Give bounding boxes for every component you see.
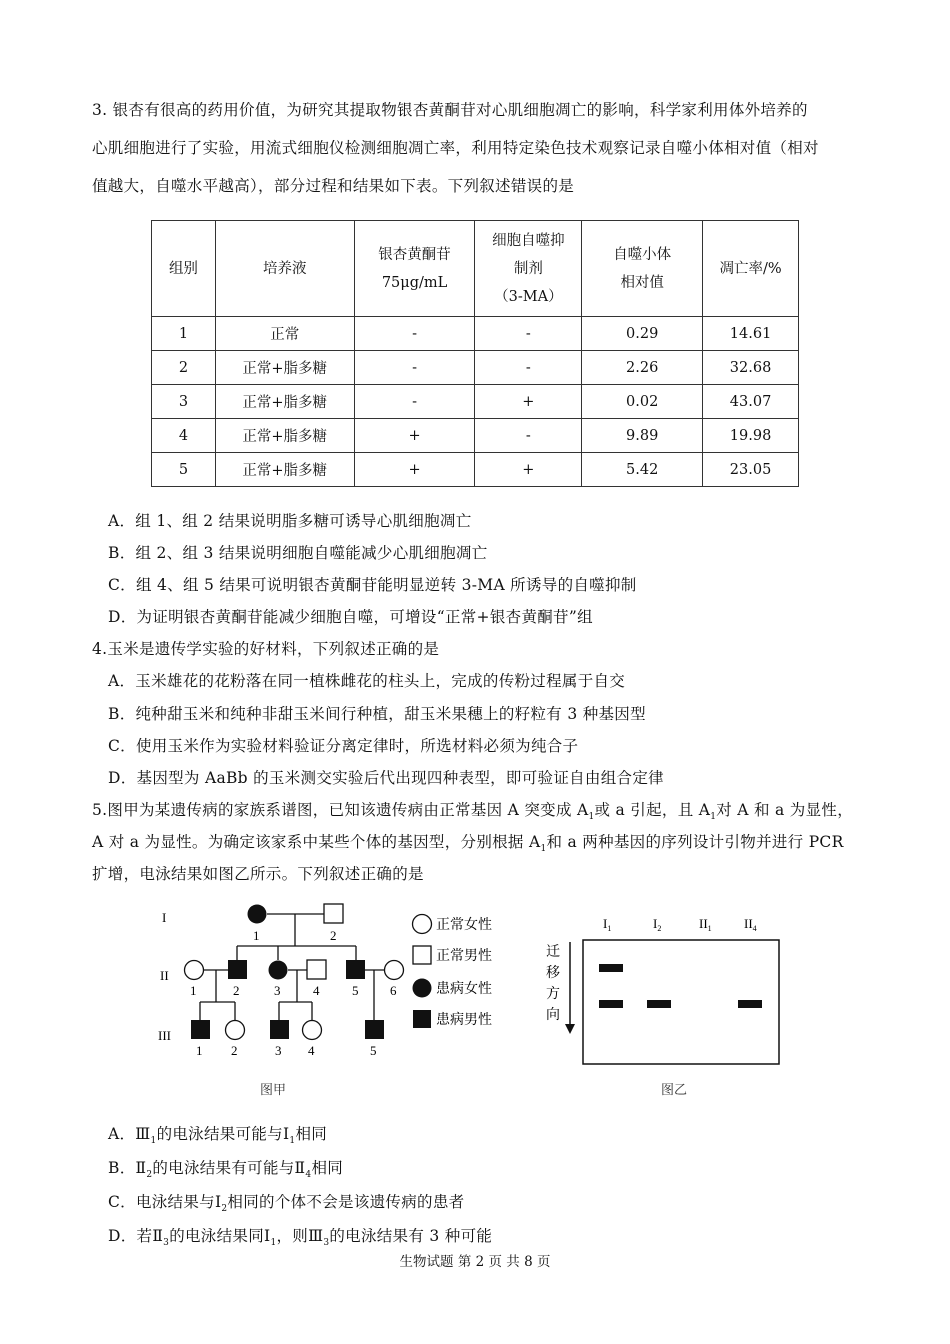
table-cell: 2.26: [582, 351, 703, 385]
table-cell: 5.42: [582, 453, 703, 487]
lane-label: [653, 916, 661, 933]
q3-stem-line-1: 3. 银杏有很高的药用价值，为研究其提取物银杏黄酮苷对心肌细胞凋亡的影响，科学家利用体外培养的: [92, 101, 808, 119]
text: 5.图甲为某遗传病的家族系谱图，已知该遗传病由正常基因 A 突变成 A: [92, 801, 589, 819]
subscript: 1: [289, 1136, 296, 1147]
table-cell: 正常+脂多糖: [215, 453, 354, 487]
text: B．Ⅱ: [108, 1159, 147, 1177]
table-row: [152, 351, 799, 385]
normal-female-symbol: [185, 961, 204, 980]
header-medium: 培养液: [215, 221, 354, 317]
legend-label: 正常男性: [436, 948, 492, 964]
legend-label: 患病女性: [436, 981, 492, 997]
q4-stem: 4.玉米是遗传学实验的好材料，下列叙述正确的是: [92, 640, 440, 658]
table-cell: 正常+脂多糖: [215, 419, 354, 453]
direction-char: 方: [546, 986, 560, 1002]
text: 的电泳结果有 3 种可能: [329, 1227, 493, 1245]
table-cell: 14.61: [703, 317, 799, 351]
table-cell: 正常: [215, 317, 354, 351]
subscript: 4: [305, 1170, 312, 1181]
table-cell: -: [475, 351, 582, 385]
affected-male-symbol: [191, 1020, 210, 1039]
pedigree-electrophoresis-figure: [156, 898, 786, 1102]
migration-arrowhead: [565, 1024, 575, 1034]
gen2-num: 1: [190, 983, 197, 998]
table-row: [152, 317, 799, 351]
gen2-num: 2: [233, 983, 240, 998]
table-cell: -: [354, 317, 475, 351]
table-cell: -: [354, 385, 475, 419]
q3-stem-line-3: 值越大，自噬水平越高），部分过程和结果如下表。下列叙述错误的是: [92, 177, 575, 195]
lane-sub: 4: [752, 924, 757, 933]
table-cell: 1: [152, 317, 216, 351]
header-autophagosome-line-1: 自噬小体: [613, 246, 672, 263]
affected-male-symbol: [228, 960, 247, 979]
gel-band: [647, 1000, 671, 1008]
subscript: 1: [150, 1136, 157, 1147]
lane-label: [603, 916, 611, 933]
table-row: [152, 385, 799, 419]
legend-affected-female-icon: [413, 979, 432, 998]
lane-sub: 2: [657, 924, 662, 933]
lane-label: [699, 916, 712, 933]
table-cell: +: [354, 419, 475, 453]
lane-sub: 1: [707, 924, 712, 933]
text: C．电泳结果与Ⅰ: [108, 1193, 222, 1211]
direction-char: 向: [546, 1007, 560, 1023]
text: 的电泳结果可能与Ⅰ: [156, 1125, 290, 1143]
table-cell: 43.07: [703, 385, 799, 419]
normal-male-symbol: [307, 960, 326, 979]
text: A 对 a 为显性。为确定该家系中某些个体的基因型，分别根据 A: [92, 833, 541, 851]
header-autophagosome-line-2: 相对值: [620, 274, 664, 291]
table-cell: 32.68: [703, 351, 799, 385]
table-cell: 5: [152, 453, 216, 487]
text: 和 a 两种基因的序列设计引物并进行 PCR: [546, 833, 844, 851]
table-row: [152, 453, 799, 487]
legend-label: 患病男性: [436, 1012, 492, 1028]
header-ginkgo-name: 银杏黄酮苷: [378, 246, 451, 263]
affected-female-symbol: [248, 905, 267, 924]
q5-option-a: [108, 1122, 327, 1146]
gel-band: [599, 964, 623, 972]
text: A．Ⅲ: [108, 1125, 151, 1143]
gen2-num: 4: [313, 983, 320, 998]
gen1-num: 1: [253, 928, 260, 943]
subscript: 1: [540, 844, 547, 855]
direction-char: 移: [546, 965, 560, 981]
header-ginkgo-dose: 75μg/mL: [381, 274, 448, 291]
header-inhibitor-line-1: 细胞自噬抑: [492, 232, 565, 249]
subscript: 1: [270, 1238, 277, 1249]
text: D．若Ⅱ: [108, 1227, 164, 1245]
table-cell: 正常+脂多糖: [215, 385, 354, 419]
subscript: 1: [588, 812, 595, 823]
q5-stem-line-3: 扩增，电泳结果如图乙所示。下列叙述正确的是: [92, 865, 424, 883]
text: 的电泳结果同Ⅰ: [169, 1227, 271, 1245]
text: 相同: [311, 1159, 344, 1177]
text: 对 A 和 a 为显性，: [716, 801, 853, 819]
header-inhibitor-line-2: 制剂: [513, 260, 543, 277]
text: 或 a 引起，且 A: [594, 801, 711, 819]
subscript: 3: [163, 1238, 170, 1249]
gen3-num: 4: [308, 1043, 315, 1058]
header-ginkgo: [354, 221, 475, 317]
text: 相同: [295, 1125, 328, 1143]
q3-option-b: B．组 2、组 3 结果说明细胞自噬能减少心肌细胞凋亡: [108, 544, 488, 562]
gen3-num: 5: [370, 1043, 377, 1058]
q4-option-d: D．基因型为 AaBb 的玉米测交实验后代出现四种表型，即可验证自由组合定律: [108, 769, 664, 787]
gen-label-3: III: [158, 1028, 171, 1043]
q3-option-d: D．为证明银杏黄酮苷能减少细胞自噬，可增设“正常+银杏黄酮苷”组: [108, 608, 593, 626]
lane-roman: I: [653, 916, 658, 931]
text: 相同的个体不会是该遗传病的患者: [227, 1193, 465, 1211]
lane-roman: II: [744, 916, 753, 931]
q5-option-b: [108, 1156, 343, 1180]
q4-option-c: C．使用玉米作为实验材料验证分离定律时，所选材料必须为纯合子: [108, 737, 579, 755]
table-cell: +: [475, 453, 582, 487]
gen3-num: 1: [196, 1043, 203, 1058]
gen2-num: 3: [274, 983, 281, 998]
subscript: 1: [710, 812, 717, 823]
legend-label: 正常女性: [436, 917, 492, 933]
normal-male-symbol: [324, 904, 343, 923]
gen2-num: 6: [390, 983, 397, 998]
table-header-row: [152, 221, 799, 317]
q5-option-d: [108, 1224, 492, 1248]
legend-normal-male-icon: [413, 946, 431, 964]
affected-female-symbol: [269, 961, 288, 980]
table-cell: +: [475, 385, 582, 419]
gen3-num: 3: [275, 1043, 282, 1058]
lane-roman: II: [699, 916, 708, 931]
caption-pedigree: 图甲: [260, 1083, 287, 1098]
header-autophagosome: [582, 221, 703, 317]
table-row: [152, 419, 799, 453]
q4-option-a: A．玉米雄花的花粉落在同一植株雌花的柱头上，完成的传粉过程属于自交: [108, 672, 626, 690]
lane-roman: I: [603, 916, 608, 931]
table-cell: 2: [152, 351, 216, 385]
q3-option-a: A．组 1、组 2 结果说明脂多糖可诱导心肌细胞凋亡: [108, 512, 472, 530]
table-cell: 4: [152, 419, 216, 453]
gen1-num: 2: [330, 928, 337, 943]
normal-female-symbol: [303, 1021, 322, 1040]
q3-stem-line-2: 心肌细胞进行了实验，用流式细胞仪检测细胞凋亡率，利用特定染色技术观察记录自噬小体相对值（相对: [92, 139, 819, 157]
header-group: 组别: [152, 221, 216, 317]
gel-band: [599, 1000, 623, 1008]
legend-affected-male-icon: [413, 1010, 431, 1028]
table-cell: -: [354, 351, 475, 385]
legend-normal-female-icon: [413, 915, 432, 934]
affected-male-symbol: [365, 1020, 384, 1039]
q3-option-c: C．组 4、组 5 结果可说明银杏黄酮苷能明显逆转 3-MA 所诱导的自噬抑制: [108, 576, 637, 594]
table-cell: +: [354, 453, 475, 487]
gen2-num: 5: [352, 983, 359, 998]
table-cell: 0.29: [582, 317, 703, 351]
table-cell: 0.02: [582, 385, 703, 419]
text: ，则Ⅲ: [276, 1227, 324, 1245]
header-inhibitor: [475, 221, 582, 317]
affected-male-symbol: [346, 960, 365, 979]
text: 的电泳结果有可能与Ⅱ: [152, 1159, 306, 1177]
q5-option-c: [108, 1190, 464, 1214]
table-cell: 19.98: [703, 419, 799, 453]
caption-gel: 图乙: [661, 1083, 688, 1098]
subscript: 2: [146, 1170, 153, 1181]
gen-label-2: II: [160, 968, 169, 983]
gen-label-1: I: [162, 910, 167, 925]
q5-stem-line-1: [92, 798, 853, 822]
subscript: 2: [221, 1204, 228, 1215]
subscript: 3: [323, 1238, 330, 1249]
normal-female-symbol: [226, 1021, 245, 1040]
table-cell: -: [475, 419, 582, 453]
header-inhibitor-line-3: （3-MA）: [494, 288, 563, 305]
results-table: [151, 220, 799, 487]
normal-female-symbol: [385, 961, 404, 980]
header-apoptosis: 凋亡率/%: [703, 221, 799, 317]
gel-band: [738, 1000, 762, 1008]
q4-option-b: B．纯种甜玉米和纯种非甜玉米间行种植，甜玉米果穗上的籽粒有 3 种基因型: [108, 705, 646, 723]
affected-male-symbol: [270, 1020, 289, 1039]
table-cell: -: [475, 317, 582, 351]
table-cell: 23.05: [703, 453, 799, 487]
lane-label: [744, 916, 757, 933]
q5-stem-line-2: [92, 830, 844, 854]
table-cell: 9.89: [582, 419, 703, 453]
gen3-num: 2: [231, 1043, 238, 1058]
direction-char: 迁: [546, 944, 560, 960]
table-cell: 3: [152, 385, 216, 419]
page-footer: 生物试题 第 2 页 共 8 页: [399, 1254, 551, 1270]
lane-sub: 1: [607, 924, 612, 933]
table-cell: 正常+脂多糖: [215, 351, 354, 385]
